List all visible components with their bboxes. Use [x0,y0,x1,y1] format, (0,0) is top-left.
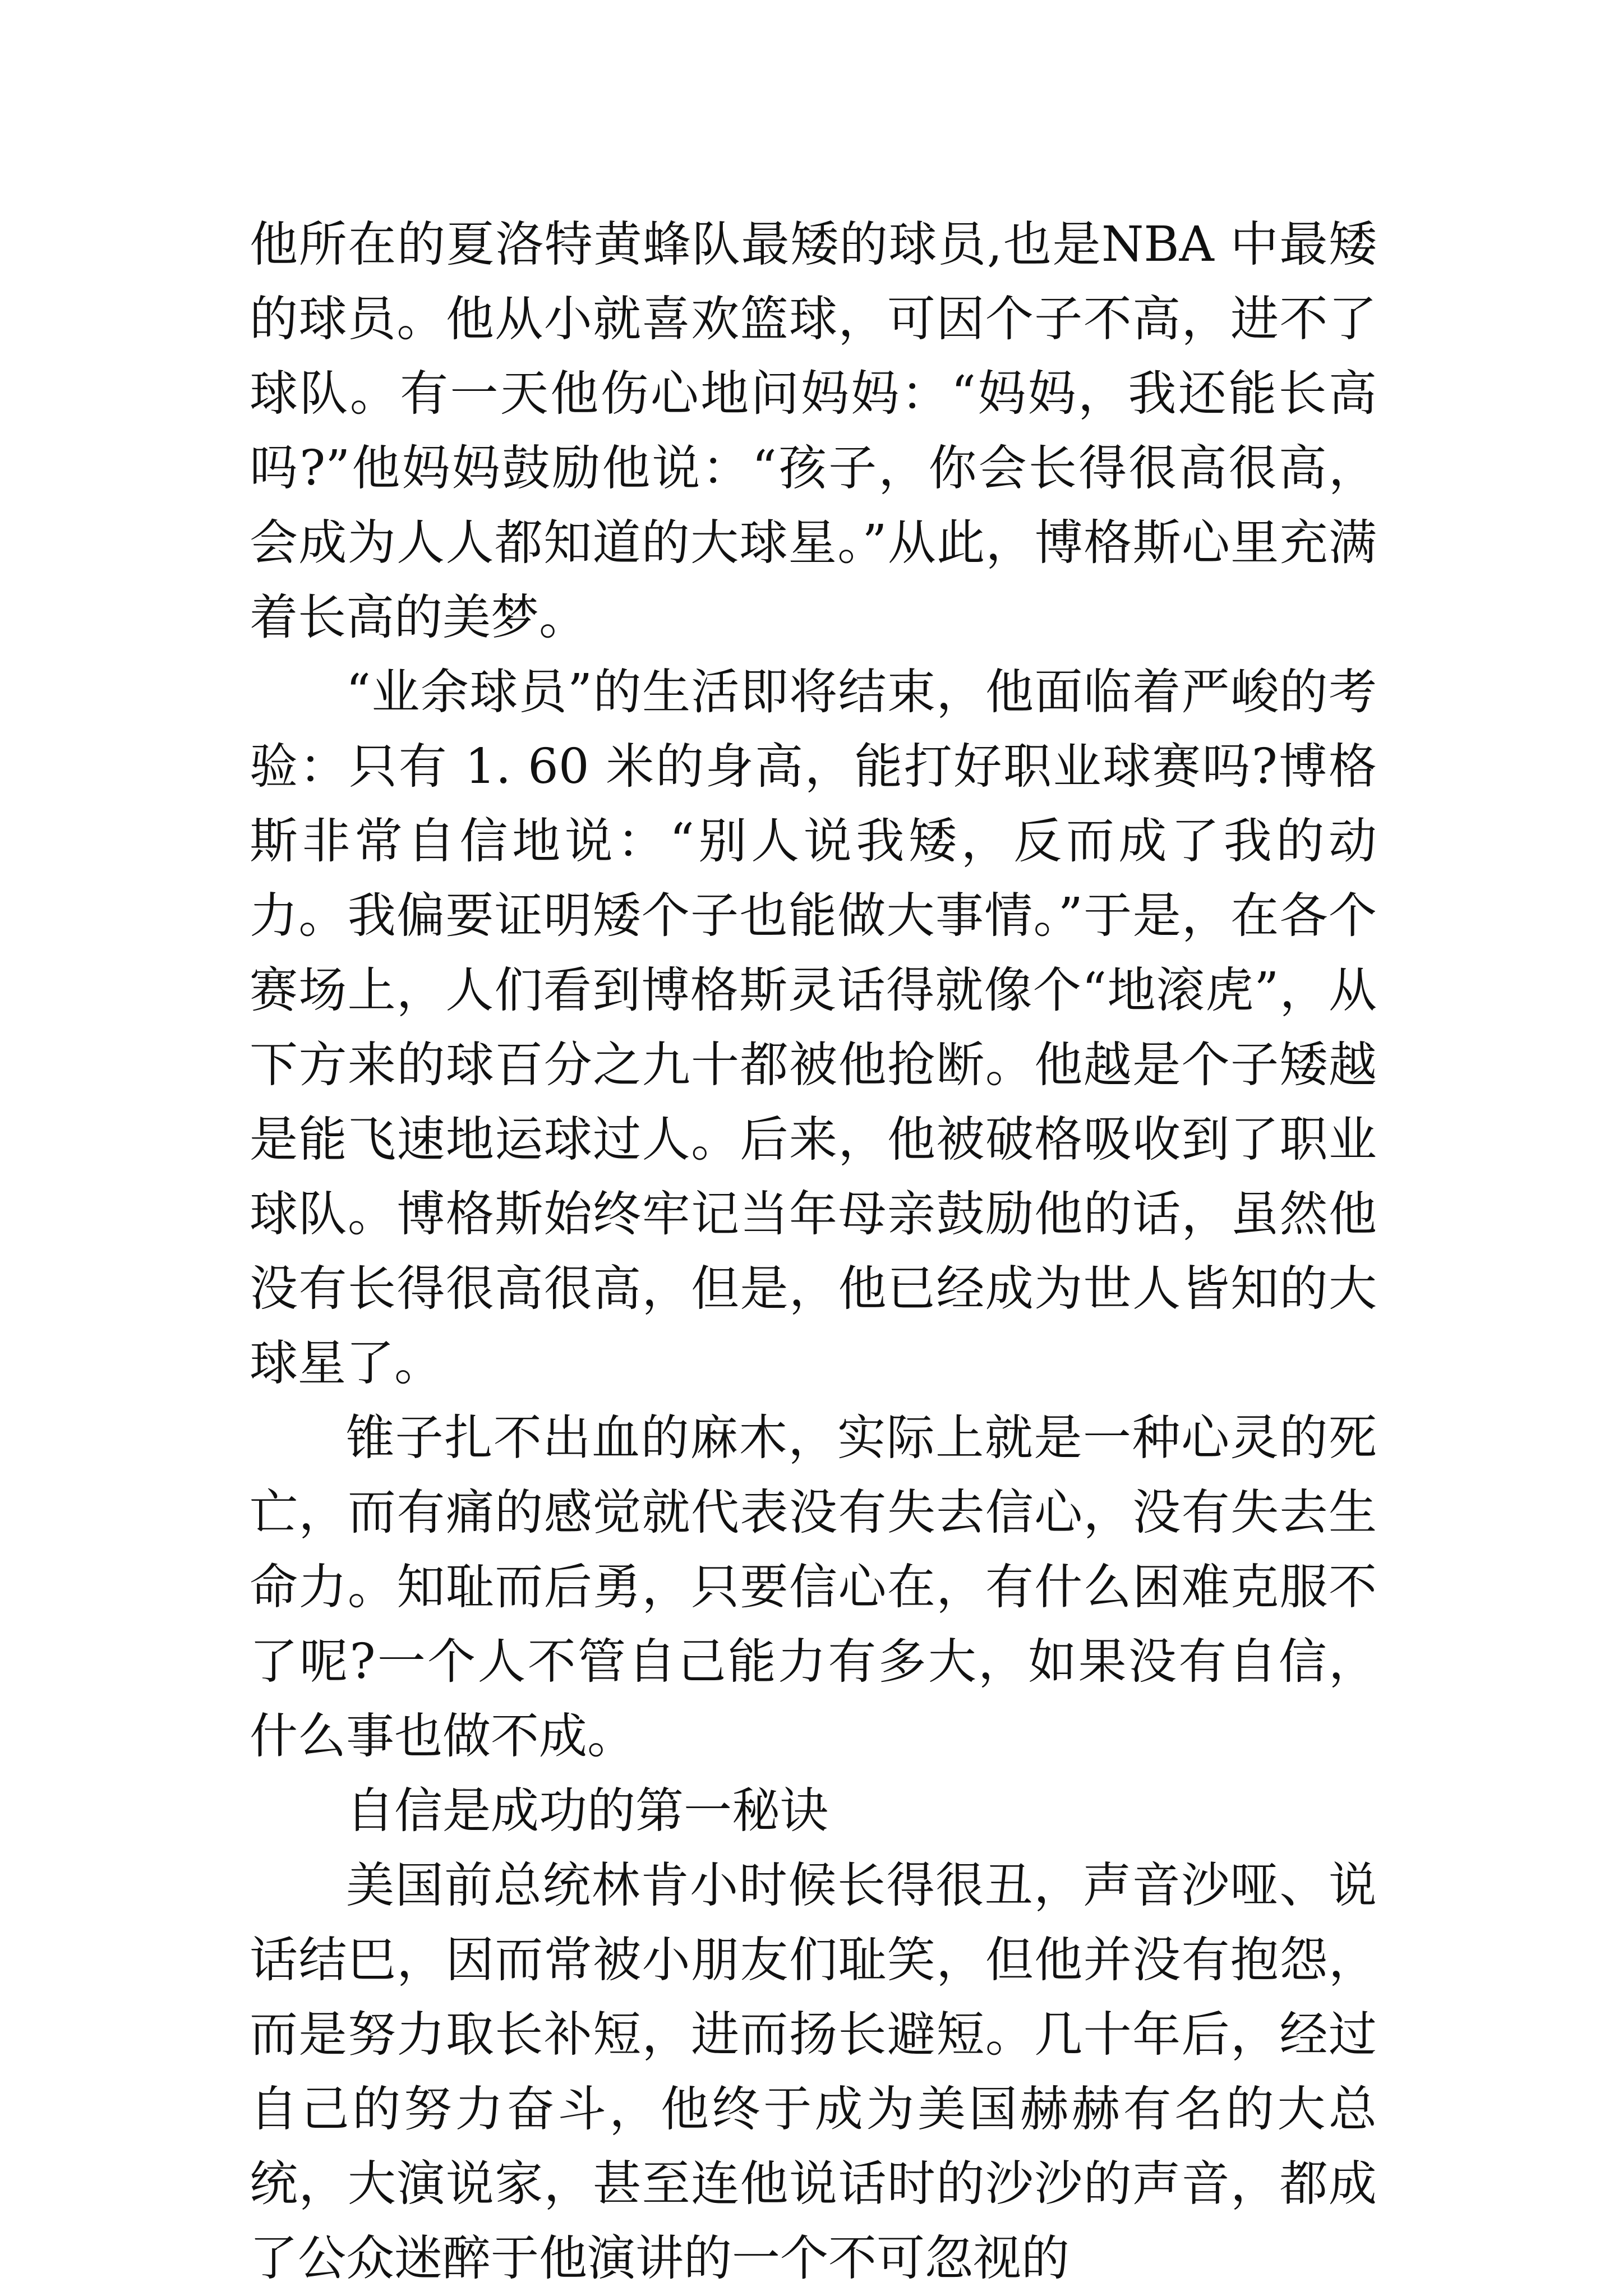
section-heading: 自信是成功的第一秘诀 [346,1783,828,1839]
paragraph-3: 锥子扎不出血的麻木，实际上就是一种心灵的死亡，而有痛的感觉就代表没有失去信心，没有失去生命力。知耻而后勇，只要信心在，有什么困难克服不了呢?一个人不管自己能力有多大，如果没有自信，什么事也做不成。 [250,1410,1377,1764]
paragraph-4: 美国前总统林肯小时候长得很丑，声音沙哑、说话结巴，因而常被小朋友们耻笑，但他并没有抱怨，而是努力取长补短，进而扬长避短。几十年后，经过自己的努力奋斗，他终于成为美国赫赫有名的大总统，大演说家，甚至连他说话时的沙沙的声音，都成了公众迷醉于他演讲的一个不可忽视的 [250,1857,1377,2286]
body-text [250,208,1377,2296]
paragraph-1: 他所在的夏洛特黄蜂队最矮的球员,也是NBA 中最矮的球员。他从小就喜欢篮球，可因个子不高，进不了球队。有一天他伤心地问妈妈：“妈妈，我还能长高吗?”他妈妈鼓励他说：“孩子，你会长得很高很高，会成为人人都知道的大球星。”从此，博格斯心里充满着长高的美梦。 [250,216,1377,646]
paragraph-2: “业余球员”的生活即将结束，他面临着严峻的考验：只有 1. 60 米的身高，能打好职业球赛吗?博格斯非常自信地说：“别人说我矮，反而成了我的动力。我偏要证明矮个子也能做大事情。”于是，在各个赛场上，人们看到博格斯灵话得就像个“地滚虎”，从下方来的球百分之九十都被他抢断。他越是个子矮越是能飞速地运球过人。后来，他被破格吸收到了职业球队。博格斯始终牢记当年母亲鼓励他的话，虽然他没有长得很高很高，但是，他已经成为世人皆知的大球星了。 [250,664,1377,1391]
